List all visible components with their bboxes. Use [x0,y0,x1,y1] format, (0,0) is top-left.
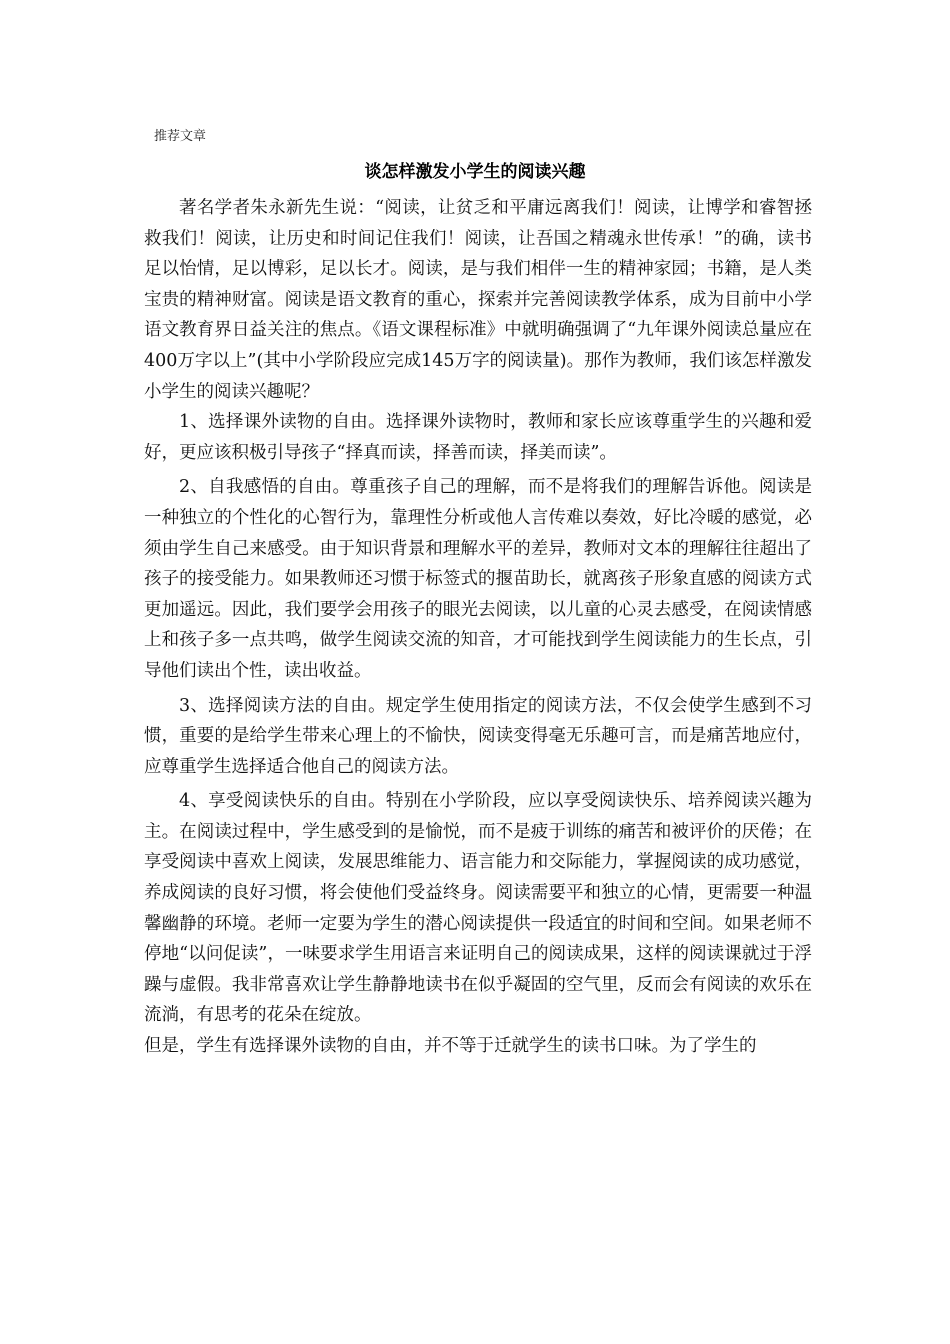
paragraph-point-1: 1、选择课外读物的自由。选择课外读物时，教师和家长应该尊重学生的兴趣和爱好，更应该积极引导孩子“择真而读，择善而读，择美而读”。 [144,412,812,463]
article-body [144,193,812,1062]
paragraph-point-2: 2、自我感悟的自由。尊重孩子自己的理解，而不是将我们的理解告诉他。阅读是一种独立的个性化的心智行为，靠理性分析或他人言传难以奏效，好比冷暖的感觉，必须由学生自己来感受。由于知识背景和理解水平的差异，教师对文本的理解往往超出了孩子的接受能力。如果教师还习惯于标签式的揠苗助长，就离孩子形象直感的阅读方式更加遥远。因此，我们要学会用孩子的眼光去阅读，以儿童的心灵去感受，在阅读情感上和孩子多一点共鸣，做学生阅读交流的知音，才可能找到学生阅读能力的生长点，引导他们读出个性，读出收益。 [144,477,812,681]
page-title: 谈怎样激发小学生的阅读兴趣 [364,162,586,182]
paragraph-closing: 但是，学生有选择课外读物的自由，并不等于迁就学生的读书口味。为了学生的 [144,1036,757,1057]
paragraph-point-4: 4、享受阅读快乐的自由。特别在小学阶段，应以享受阅读快乐、培养阅读兴趣为主。在阅读过程中，学生感受到的是愉悦，而不是疲于训练的痛苦和被评价的厌倦；在享受阅读中喜欢上阅读，发展思维能力、语言能力和交际能力，掌握阅读的成功感觉，养成阅读的良好习惯，将会使他们受益终身。阅读需要平和独立的心情，更需要一种温馨幽静的环境。老师一定要为学生的潜心阅读提供一段适宜的时间和空间。如果老师不停地“以问促读”，一味要求学生用语言来证明自己的阅读成果，这样的阅读课就过于浮躁与虚假。我非常喜欢让学生静静地读书在似乎凝固的空气里，反而会有阅读的欢乐在流淌，有思考的花朵在绽放。 [144,791,812,1026]
header-label: 推荐文章 [154,129,207,144]
paragraph-point-3: 3、选择阅读方法的自由。规定学生使用指定的阅读方法，不仅会使学生感到不习惯，重要的是给学生带来心理上的不愉快，阅读变得毫无乐趣可言，而是痛苦地应付，应尊重学生选择适合他自己的阅读方法。 [144,695,812,777]
paragraph-intro: 著名学者朱永新先生说：“阅读，让贫乏和平庸远离我们！阅读，让博学和睿智拯救我们！阅读，让历史和时间记住我们！阅读，让吾国之精魂永世传承！”的确，读书足以怡情，足以博彩，足以长才。阅读，是与我们相伴一生的精神家园；书籍，是人类宝贵的精神财富。阅读是语文教育的重心，探索并完善阅读教学体系，成为目前中小学语文教育界日益关注的焦点。《语文课程标准》中就明确强调了“九年课外阅读总量应在400万字以上”(其中小学阶段应完成145万字的阅读量)。那作为教师，我们该怎样激发小学生的阅读兴趣呢？ [144,198,812,402]
